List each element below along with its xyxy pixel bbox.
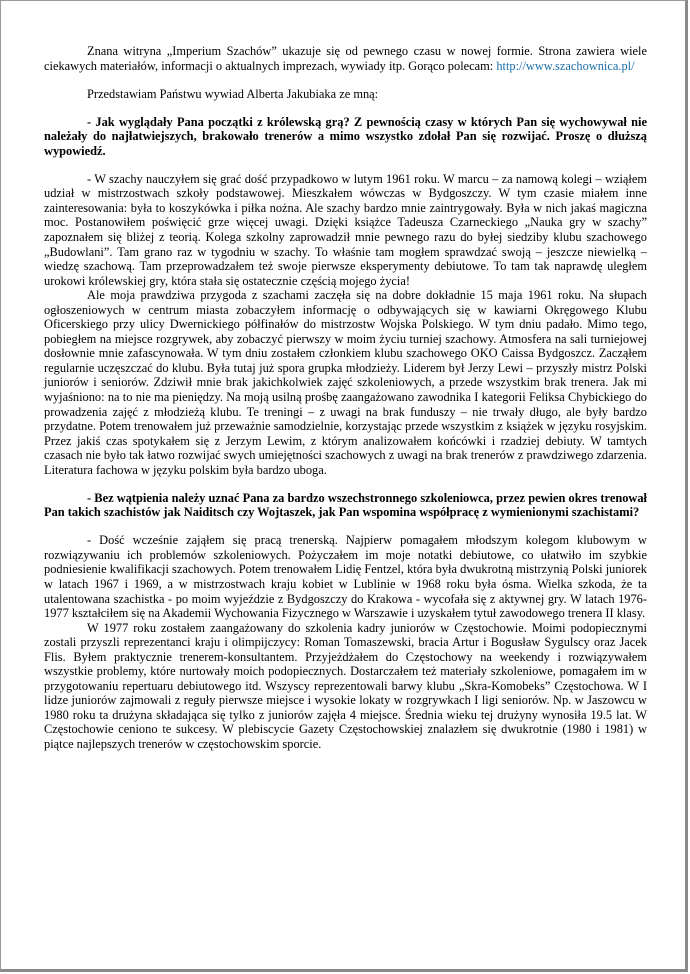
document-body: [44, 44, 647, 752]
intro-paragraph: [44, 44, 647, 73]
question-1: - Jak wyglądały Pana początki z królewską grą? Z pewnością czasy w których Pan się wychowywał nie należały do najłatwiejszych, brakowało trenerów a mimo wszystko zdołał Pan się rozwijać. Proszę o dłuższą wypowiedź.: [44, 114, 647, 158]
answer-2-paragraph-1: - Dość wcześnie zająłem się pracą trenerską. Najpierw pomagałem młodszym kolegom klubowym w rozwiązywaniu ich problemów szkoleniowych. Pożyczałem im moje notatki debiutowe, co ułatwiło im szybkie podniesienie kwalifikacji szachowych. Potem trenowałem Lidię Fentzel, która była dwukrotną mistrzynią Polski juniorek w latach 1967 i 1969, a w mistrzostwach kraju kobiet w Lublinie w 1968 roku była ósma. Wielka szkoda, że ta utalentowana szachistka - po moim wyjeździe z Bydgoszczy do Krakowa - wycofała się z aktywnej gry. W latach 1976-1977 kształciłem się na Akademii Wychowania Fizycznego w Warszawie i uzyskałem tytuł zawodowego trenera II klasy.: [44, 533, 647, 621]
answer-2-paragraph-2: W 1977 roku zostałem zaangażowany do szkolenia kadry juniorów w Częstochowie. Moimi podopiecznymi zostali przyszli reprezentanci kraju i olimpijczycy: Roman Tomaszewski, bracia Artur i Bogusław Sygulscy oraz Jacek Flis. Byłem praktycznie trenerem-konsultantem. Przyjeżdżałem do Częstochowy na weekendy i rozwiązywałem wszystkie problemy, które nurtowały moich podopiecznych. Dostarczałem też materiały szkoleniowe, pomagałem im w przygotowaniu repertuaru debiutowego itd. Wszyscy reprezentowali barwy klubu „Skra-Komobeks” Częstochowa. W I lidze juniorów zajmowali z reguły pierwsze miejsce i wysokie lokaty w rozgrywkach I ligi seniorów. Np. w Jaszowcu w 1980 roku ta drużyna składająca się tylko z juniorów zajęła 4 miejsce. Średnia wieku tej drużyny wynosiła 19.5 lat. W Częstochowie ceniono te sukcesy. W plebiscycie Gazety Częstochowskiej znalazłem się dwukrotnie (1980 i 1981) w piątce najlepszych trenerów w częstochowskim sporcie.: [44, 620, 647, 752]
lead-paragraph: Przedstawiam Państwu wywiad Alberta Jakubiaka ze mną:: [87, 86, 379, 101]
intro-text: Znana witryna „Imperium Szachów” ukazuje się od pewnego czasu w nowej formie. Strona zawiera wiele ciekawych materiałów, informacji o aktualnych imprezach, wywiady itp. Gorąco polecam:: [44, 44, 647, 73]
szachownica-link[interactable]: http://www.szachownica.pl/: [496, 58, 635, 73]
answer-1-paragraph-2: Ale moja prawdziwa przygoda z szachami zaczęła się na dobre dokładnie 15 maja 1961 roku. Na słupach ogłoszeniowych w centrum miasta zobaczyłem informację o odbywających się w kawiarni Okręgowego Klubu Oficerskiego przy ulicy Dwernickiego półfinałów do mistrzostw Wojska Polskiego. W tym dniu padało. Mimo tego, pobiegłem na miejsce rozgrywek, aby zobaczyć pierwszy w moim życiu turniej szachowy. Atmosfera na sali turniejowej dosłownie mnie zafascynowała. W tym dniu zostałem członkiem klubu szachowego OKO Caissa Bydgoszcz. Zacząłem regularnie uczęszczać do klubu. Była tutaj już spora grupka młodzieży. Liderem był Jerzy Lewi – przyszły mistrz Polski juniorów i seniorów. Zdziwił mnie brak jakichkolwiek zajęć szkoleniowych, a przede wszystkim brak trenera. Jak mi wyjaśniono: na to nie ma pieniędzy. Na moją usilną prośbę zaangażowano zawodnika I kategorii Feliksa Chybickiego do prowadzenia zajęć z młodzieżą klubu. Te treningi – z uwagi na brak funduszy – nie trwały długo, ale były bardzo przydatne. Potem trenowałem już przeważnie samodzielnie, korzystając przede wszystkim z książek w języku rosyjskim. Przez jakiś czas spotykałem się z Jerzym Lewim, z którym analizowałem końcówki i rzadziej debiuty. W tamtych czasach nie było tak łatwo rozwijać swych umiejętności szachowych z uwagi na brak trenerów z prawdziwego zdarzenia. Literatura fachowa w języku polskim była bardzo uboga.: [44, 288, 647, 477]
question-2: - Bez wątpienia należy uznać Pana za bardzo wszechstronnego szkoleniowca, przez pewien okres trenował Pan takich szachistów jak Naiditsch czy Wojtaszek, jak Pan wspomina współpracę z wymienionymi szachistami?: [44, 490, 647, 520]
answer-1-paragraph-1: - W szachy nauczyłem się grać dość przypadkowo w lutym 1961 roku. W marcu – za namową kolegi – wziąłem udział w mistrzostwach szkoły podstawowej. Mieszkałem wówczas w Bydgoszczy. W tym czasie miałem inne zainteresowania: była to koszykówka i piłka nożna. Ale szachy bardzo mnie zaintrygowały. Była w nich jakaś magiczna moc. Postanowiłem poświęcić grze więcej uwagi. Dzięki książce Tadeusza Czarneckiego „Nauka gry w szachy” zapoznałem się bliżej z teorią. Kolega szkolny zaprowadził mnie pewnego razu do byłej siedziby klubu szachowego „Budowlani”. Tam grano raz w tygodniu w szachy. To właśnie tam mogłem sprawdzać swoją – jeszcze niewielką – wiedzę szachową. Tam przeprowadzałem też swoje pierwsze eksperymenty debiutowe. To tam tak naprawdę uległem urokowi królewskiej gry, która stała się ostatecznie częścią mojego życia!: [44, 171, 647, 288]
